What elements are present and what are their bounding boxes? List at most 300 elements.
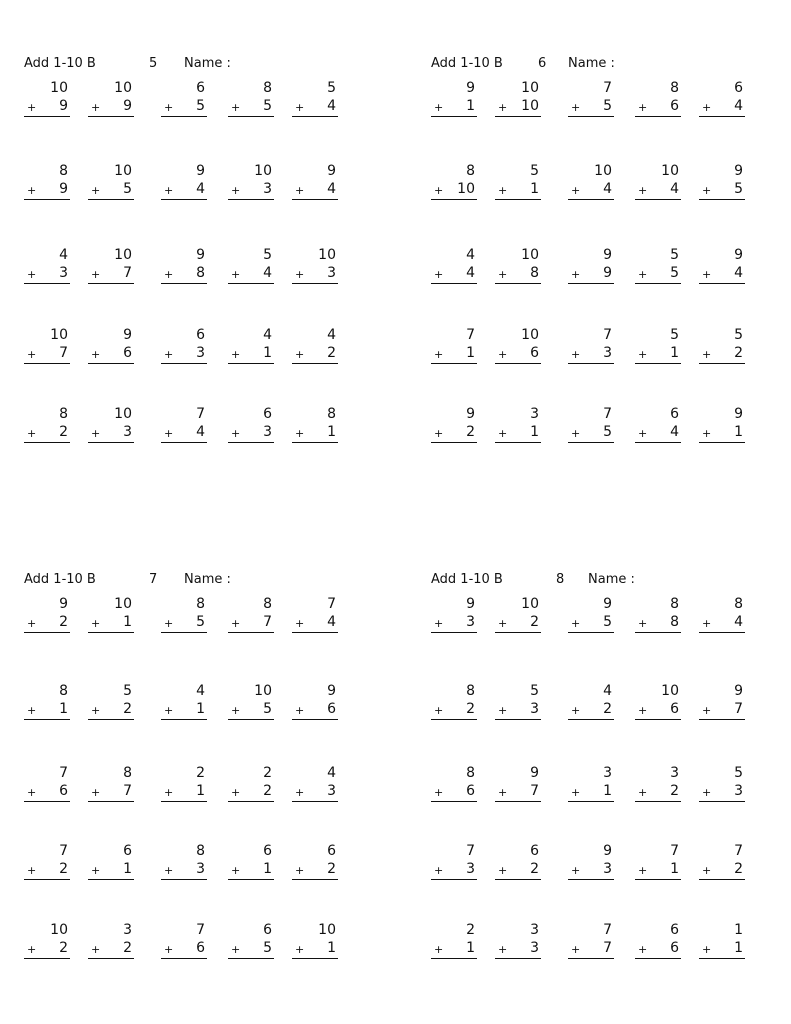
second-addend: 7 [263, 614, 272, 630]
plus-sign: + [638, 864, 648, 877]
answer-line [161, 940, 207, 959]
answer-line [228, 424, 274, 443]
first-addend: 8 [59, 683, 68, 699]
answer-line [24, 181, 70, 200]
plus-sign: + [571, 101, 581, 114]
addition-problem [495, 247, 541, 287]
second-addend: 9 [59, 181, 68, 197]
addition-problem [431, 596, 477, 636]
plus-sign: + [295, 864, 305, 877]
addition-problem [568, 843, 614, 883]
answer-line [635, 940, 681, 959]
answer-line [292, 181, 338, 200]
worksheet-title: Add 1-10 B [431, 56, 503, 71]
addition-problem [699, 247, 745, 287]
addition-problem [635, 247, 681, 287]
answer-line [88, 701, 134, 720]
first-addend: 7 [603, 406, 612, 422]
addition-problem [699, 843, 745, 883]
second-addend: 4 [466, 265, 475, 281]
answer-line [635, 614, 681, 633]
plus-sign: + [164, 348, 174, 361]
second-addend: 4 [670, 181, 679, 197]
first-addend: 6 [196, 80, 205, 96]
plus-sign: + [638, 348, 648, 361]
second-addend: 1 [466, 345, 475, 361]
plus-sign: + [91, 704, 101, 717]
plus-sign: + [231, 184, 241, 197]
answer-line [495, 98, 541, 117]
plus-sign: + [91, 617, 101, 630]
addition-problem [24, 406, 70, 446]
answer-line [568, 940, 614, 959]
second-addend: 4 [670, 424, 679, 440]
first-addend: 4 [603, 683, 612, 699]
answer-line [699, 265, 745, 284]
second-addend: 7 [734, 701, 743, 717]
addition-problem [88, 596, 134, 636]
plus-sign: + [434, 427, 444, 440]
plus-sign: + [638, 943, 648, 956]
first-addend: 6 [263, 843, 272, 859]
answer-line [495, 614, 541, 633]
plus-sign: + [295, 617, 305, 630]
second-addend: 4 [327, 614, 336, 630]
first-addend: 5 [327, 80, 336, 96]
first-addend: 8 [734, 596, 743, 612]
second-addend: 1 [734, 940, 743, 956]
first-addend: 7 [196, 922, 205, 938]
first-addend: 9 [466, 596, 475, 612]
first-addend: 6 [734, 80, 743, 96]
addition-problem [568, 247, 614, 287]
addition-problem [292, 683, 338, 723]
addition-problem [495, 683, 541, 723]
second-addend: 2 [530, 614, 539, 630]
plus-sign: + [498, 704, 508, 717]
first-addend: 3 [530, 922, 539, 938]
answer-line [568, 424, 614, 443]
answer-line [635, 861, 681, 880]
answer-line [88, 861, 134, 880]
answer-line [699, 783, 745, 802]
addition-problem [228, 327, 274, 367]
answer-line [568, 783, 614, 802]
answer-line [88, 265, 134, 284]
plus-sign: + [702, 864, 712, 877]
second-addend: 3 [327, 265, 336, 281]
second-addend: 3 [263, 424, 272, 440]
first-addend: 4 [196, 683, 205, 699]
second-addend: 3 [327, 783, 336, 799]
addition-problem [568, 596, 614, 636]
answer-line [568, 861, 614, 880]
addition-problem [635, 765, 681, 805]
second-addend: 8 [670, 614, 679, 630]
first-addend: 9 [196, 247, 205, 263]
first-addend: 10 [114, 80, 132, 96]
first-addend: 9 [603, 247, 612, 263]
addition-problem [88, 843, 134, 883]
plus-sign: + [27, 864, 37, 877]
name-label: Name : [184, 572, 231, 587]
answer-line [228, 783, 274, 802]
second-addend: 2 [327, 345, 336, 361]
answer-line [228, 940, 274, 959]
first-addend: 6 [263, 922, 272, 938]
second-addend: 2 [734, 861, 743, 877]
second-addend: 1 [530, 424, 539, 440]
first-addend: 9 [327, 163, 336, 179]
plus-sign: + [498, 268, 508, 281]
answer-line [431, 181, 477, 200]
first-addend: 10 [594, 163, 612, 179]
plus-sign: + [702, 348, 712, 361]
first-addend: 8 [670, 80, 679, 96]
second-addend: 6 [670, 940, 679, 956]
answer-line [431, 424, 477, 443]
answer-line [699, 861, 745, 880]
first-addend: 5 [670, 327, 679, 343]
plus-sign: + [571, 943, 581, 956]
second-addend: 1 [123, 614, 132, 630]
plus-sign: + [164, 617, 174, 630]
addition-problem [431, 683, 477, 723]
addition-problem [228, 843, 274, 883]
addition-problem [568, 765, 614, 805]
first-addend: 10 [521, 327, 539, 343]
plus-sign: + [91, 427, 101, 440]
answer-line [292, 861, 338, 880]
addition-problem [699, 596, 745, 636]
plus-sign: + [571, 184, 581, 197]
addition-problem [495, 406, 541, 446]
second-addend: 10 [457, 181, 475, 197]
worksheet-number: 6 [538, 56, 547, 71]
first-addend: 6 [530, 843, 539, 859]
answer-line [292, 940, 338, 959]
answer-line [88, 940, 134, 959]
addition-problem [635, 327, 681, 367]
second-addend: 8 [530, 265, 539, 281]
second-addend: 5 [734, 181, 743, 197]
addition-problem [568, 922, 614, 962]
answer-line [495, 783, 541, 802]
plus-sign: + [91, 348, 101, 361]
plus-sign: + [571, 617, 581, 630]
addition-problem [24, 596, 70, 636]
first-addend: 2 [196, 765, 205, 781]
answer-line [495, 181, 541, 200]
second-addend: 4 [734, 98, 743, 114]
first-addend: 2 [263, 765, 272, 781]
first-addend: 10 [318, 922, 336, 938]
first-addend: 7 [603, 327, 612, 343]
second-addend: 1 [670, 861, 679, 877]
plus-sign: + [434, 704, 444, 717]
plus-sign: + [164, 786, 174, 799]
second-addend: 7 [530, 783, 539, 799]
addition-problem [431, 163, 477, 203]
answer-line [635, 424, 681, 443]
answer-line [495, 940, 541, 959]
addition-problem [431, 843, 477, 883]
first-addend: 9 [734, 247, 743, 263]
second-addend: 1 [196, 783, 205, 799]
first-addend: 4 [327, 327, 336, 343]
second-addend: 6 [59, 783, 68, 799]
answer-line [699, 614, 745, 633]
first-addend: 3 [530, 406, 539, 422]
answer-line [431, 265, 477, 284]
addition-problem [495, 163, 541, 203]
answer-line [568, 181, 614, 200]
second-addend: 1 [734, 424, 743, 440]
answer-line [161, 861, 207, 880]
second-addend: 1 [670, 345, 679, 361]
plus-sign: + [27, 427, 37, 440]
second-addend: 3 [196, 861, 205, 877]
addition-problem [161, 163, 207, 203]
addition-problem [24, 163, 70, 203]
second-addend: 7 [123, 783, 132, 799]
second-addend: 3 [530, 940, 539, 956]
addition-problem [161, 327, 207, 367]
second-addend: 3 [603, 345, 612, 361]
answer-line [568, 701, 614, 720]
second-addend: 3 [59, 265, 68, 281]
addition-problem [88, 922, 134, 962]
answer-line [568, 345, 614, 364]
plus-sign: + [295, 943, 305, 956]
addition-problem [228, 247, 274, 287]
first-addend: 7 [466, 327, 475, 343]
addition-problem [495, 843, 541, 883]
plus-sign: + [702, 268, 712, 281]
answer-line [161, 345, 207, 364]
addition-problem [568, 80, 614, 120]
plus-sign: + [434, 348, 444, 361]
first-addend: 10 [254, 163, 272, 179]
addition-problem [161, 80, 207, 120]
plus-sign: + [27, 101, 37, 114]
plus-sign: + [91, 786, 101, 799]
first-addend: 7 [603, 922, 612, 938]
first-addend: 9 [734, 163, 743, 179]
second-addend: 5 [603, 424, 612, 440]
addition-problem [431, 922, 477, 962]
first-addend: 10 [521, 80, 539, 96]
answer-line [292, 265, 338, 284]
second-addend: 3 [196, 345, 205, 361]
second-addend: 4 [327, 98, 336, 114]
plus-sign: + [164, 268, 174, 281]
answer-line [161, 614, 207, 633]
first-addend: 5 [734, 765, 743, 781]
addition-problem [635, 596, 681, 636]
plus-sign: + [91, 101, 101, 114]
second-addend: 3 [734, 783, 743, 799]
answer-line [635, 345, 681, 364]
answer-line [161, 783, 207, 802]
plus-sign: + [498, 943, 508, 956]
first-addend: 4 [59, 247, 68, 263]
first-addend: 6 [670, 406, 679, 422]
addition-problem [568, 683, 614, 723]
worksheet-title: Add 1-10 B [24, 56, 96, 71]
second-addend: 4 [603, 181, 612, 197]
addition-problem [635, 843, 681, 883]
addition-problem [635, 922, 681, 962]
plus-sign: + [295, 101, 305, 114]
first-addend: 8 [59, 406, 68, 422]
second-addend: 3 [263, 181, 272, 197]
answer-line [24, 861, 70, 880]
answer-line [24, 98, 70, 117]
first-addend: 10 [661, 683, 679, 699]
addition-problem [292, 765, 338, 805]
first-addend: 6 [123, 843, 132, 859]
first-addend: 10 [661, 163, 679, 179]
second-addend: 7 [603, 940, 612, 956]
plus-sign: + [231, 617, 241, 630]
plus-sign: + [27, 943, 37, 956]
addition-problem [699, 406, 745, 446]
first-addend: 10 [114, 247, 132, 263]
addition-problem [431, 80, 477, 120]
plus-sign: + [638, 268, 648, 281]
second-addend: 3 [466, 614, 475, 630]
plus-sign: + [638, 704, 648, 717]
first-addend: 8 [466, 163, 475, 179]
first-addend: 7 [196, 406, 205, 422]
addition-problem [24, 247, 70, 287]
second-addend: 1 [327, 424, 336, 440]
second-addend: 2 [123, 940, 132, 956]
answer-line [161, 701, 207, 720]
addition-problem [88, 247, 134, 287]
plus-sign: + [295, 268, 305, 281]
worksheet-number: 7 [149, 572, 158, 587]
plus-sign: + [702, 704, 712, 717]
plus-sign: + [91, 864, 101, 877]
first-addend: 9 [123, 327, 132, 343]
second-addend: 4 [196, 181, 205, 197]
addition-problem [228, 765, 274, 805]
plus-sign: + [638, 786, 648, 799]
first-addend: 5 [123, 683, 132, 699]
addition-problem [88, 163, 134, 203]
answer-line [228, 181, 274, 200]
second-addend: 2 [263, 783, 272, 799]
second-addend: 6 [670, 98, 679, 114]
first-addend: 5 [734, 327, 743, 343]
plus-sign: + [434, 101, 444, 114]
second-addend: 3 [466, 861, 475, 877]
answer-line [292, 98, 338, 117]
first-addend: 10 [254, 683, 272, 699]
answer-line [635, 181, 681, 200]
answer-line [24, 265, 70, 284]
first-addend: 3 [603, 765, 612, 781]
first-addend: 6 [263, 406, 272, 422]
answer-line [431, 98, 477, 117]
answer-line [699, 701, 745, 720]
second-addend: 5 [603, 98, 612, 114]
answer-line [568, 265, 614, 284]
first-addend: 9 [59, 596, 68, 612]
addition-problem [161, 765, 207, 805]
answer-line [292, 424, 338, 443]
first-addend: 6 [670, 922, 679, 938]
second-addend: 3 [603, 861, 612, 877]
second-addend: 2 [466, 701, 475, 717]
addition-problem [88, 406, 134, 446]
plus-sign: + [571, 704, 581, 717]
second-addend: 4 [263, 265, 272, 281]
first-addend: 9 [466, 80, 475, 96]
worksheet-title: Add 1-10 B [431, 572, 503, 587]
addition-problem [431, 406, 477, 446]
plus-sign: + [702, 101, 712, 114]
second-addend: 2 [734, 345, 743, 361]
first-addend: 8 [263, 80, 272, 96]
first-addend: 10 [114, 406, 132, 422]
second-addend: 1 [603, 783, 612, 799]
second-addend: 1 [123, 861, 132, 877]
worksheet-title: Add 1-10 B [24, 572, 96, 587]
second-addend: 2 [530, 861, 539, 877]
first-addend: 10 [50, 327, 68, 343]
answer-line [431, 940, 477, 959]
addition-problem [495, 596, 541, 636]
addition-problem [292, 406, 338, 446]
addition-problem [699, 765, 745, 805]
answer-line [24, 783, 70, 802]
plus-sign: + [231, 268, 241, 281]
addition-problem [24, 327, 70, 367]
addition-problem [24, 683, 70, 723]
second-addend: 9 [603, 265, 612, 281]
plus-sign: + [498, 184, 508, 197]
addition-problem [161, 683, 207, 723]
plus-sign: + [295, 184, 305, 197]
plus-sign: + [295, 348, 305, 361]
answer-line [699, 424, 745, 443]
answer-line [699, 940, 745, 959]
plus-sign: + [164, 427, 174, 440]
plus-sign: + [27, 786, 37, 799]
second-addend: 1 [327, 940, 336, 956]
first-addend: 8 [327, 406, 336, 422]
first-addend: 9 [734, 406, 743, 422]
addition-problem [228, 922, 274, 962]
second-addend: 2 [59, 940, 68, 956]
first-addend: 9 [603, 843, 612, 859]
name-label: Name : [588, 572, 635, 587]
name-label: Name : [568, 56, 615, 71]
answer-line [24, 345, 70, 364]
plus-sign: + [91, 943, 101, 956]
second-addend: 4 [734, 614, 743, 630]
plus-sign: + [164, 943, 174, 956]
first-addend: 3 [123, 922, 132, 938]
first-addend: 4 [327, 765, 336, 781]
addition-problem [292, 247, 338, 287]
addition-problem [292, 163, 338, 203]
second-addend: 7 [123, 265, 132, 281]
addition-problem [228, 80, 274, 120]
